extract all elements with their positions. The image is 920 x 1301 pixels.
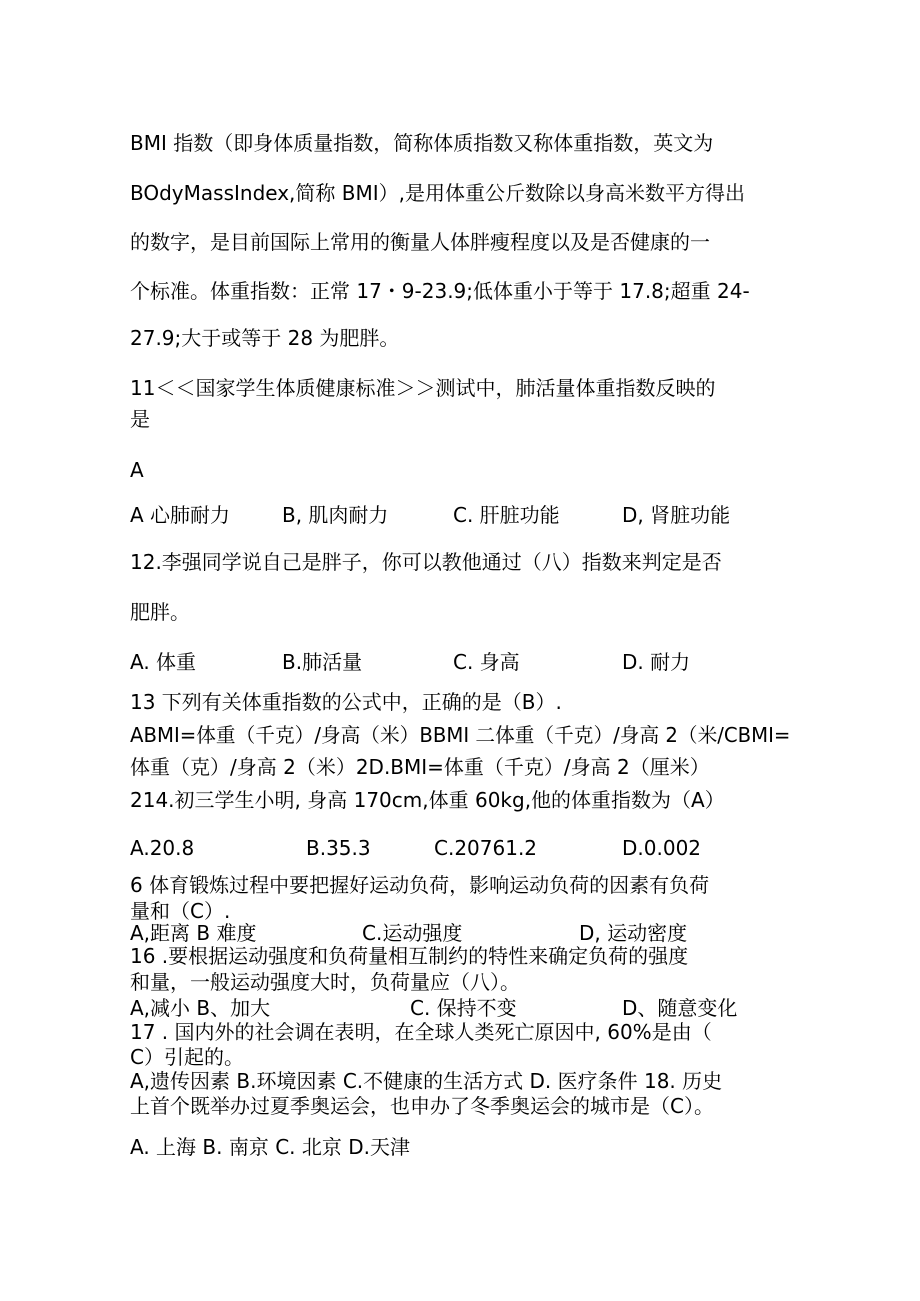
option-a: A,减小 B、加大	[130, 996, 271, 1020]
intro-line: 个标准。体重指数：正常 17・9-23.9;低体重小于等于 17.8;超重 24-	[130, 279, 750, 303]
question-text: 17 . 国内外的社会调在表明，在全球人类死亡原因中, 60%是由（	[130, 1020, 712, 1044]
option-d: D、随意变化	[622, 996, 738, 1020]
intro-line: 的数字，是目前国际上常用的衡量人体胖瘦程度以及是否健康的一	[130, 230, 710, 254]
option-a: A 心肺耐力	[130, 503, 231, 527]
question-text: 是	[130, 407, 150, 431]
question-text: 12.李强同学说自己是胖子，你可以教他通过（八）指数来判定是否	[130, 550, 722, 574]
question-text: 16 .要根据运动强度和负荷量相互制约的特性来确定负荷的强度	[130, 944, 689, 968]
question-text: ABMI=体重（千克）/身高（米）BBMI 二体重（千克）/身高 2（米/CBMI=	[130, 723, 791, 747]
question-text: 和量，一般运动强度大时，负荷量应（八）。	[130, 970, 520, 994]
question-text: 量和（C）.	[130, 899, 231, 923]
options-line: A. 上海 B. 南京 C. 北京 D.天津	[130, 1135, 410, 1159]
question-text: 13 下列有关体重指数的公式中，正确的是（B）.	[130, 690, 562, 714]
question-text: 214.初三学生小明, 身高 170cm,体重 60kg,他的体重指数为（A）	[130, 788, 725, 812]
intro-line: BMI 指数（即身体质量指数，简称体质指数又称体重指数，英文为	[130, 131, 714, 155]
question-text: C）引起的。	[130, 1045, 244, 1069]
question-text: 体重（克）/身高 2（米）2D.BMI=体重（千克）/身高 2（厘米）	[130, 755, 710, 779]
question-text: 11＜＜国家学生体质健康标准＞＞测试中，肺活量体重指数反映的	[130, 376, 716, 400]
option-c: C.运动强度	[362, 921, 463, 945]
question-text: 肥胖。	[130, 600, 190, 624]
intro-line: 27.9;大于或等于 28 为肥胖。	[130, 326, 400, 350]
option-d: D. 耐力	[622, 650, 691, 674]
option-d: D.0.002	[622, 836, 702, 860]
question-text: 上首个既举办过夏季奥运会，也申办了冬季奥运会的城市是（C）。	[130, 1094, 714, 1118]
option-c: C.20761.2	[434, 836, 538, 860]
option-d: D, 运动密度	[579, 921, 688, 945]
option-a: A.20.8	[130, 836, 195, 860]
option-b: B, 肌肉耐力	[282, 503, 389, 527]
question-text: 6 体育锻炼过程中要把握好运动负荷，影响运动负荷的因素有负荷	[130, 873, 710, 897]
option-b: B.35.3	[306, 836, 371, 860]
option-a: A,距离 B 难度	[130, 921, 257, 945]
option-d: D, 肾脏功能	[622, 503, 731, 527]
option-c: C. 肝脏功能	[453, 503, 560, 527]
question-text: A,遗传因素 B.环境因素 C.不健康的生活方式 D. 医疗条件 18. 历史	[130, 1069, 723, 1093]
question-answer: A	[130, 458, 144, 482]
option-b: B.肺活量	[282, 650, 363, 674]
option-c: C. 保持不变	[410, 996, 517, 1020]
intro-line: BOdyMassIndex,简称 BMI）,是用体重公斤数除以身高米数平方得出	[130, 181, 745, 205]
option-c: C. 身高	[453, 650, 520, 674]
option-a: A. 体重	[130, 650, 197, 674]
